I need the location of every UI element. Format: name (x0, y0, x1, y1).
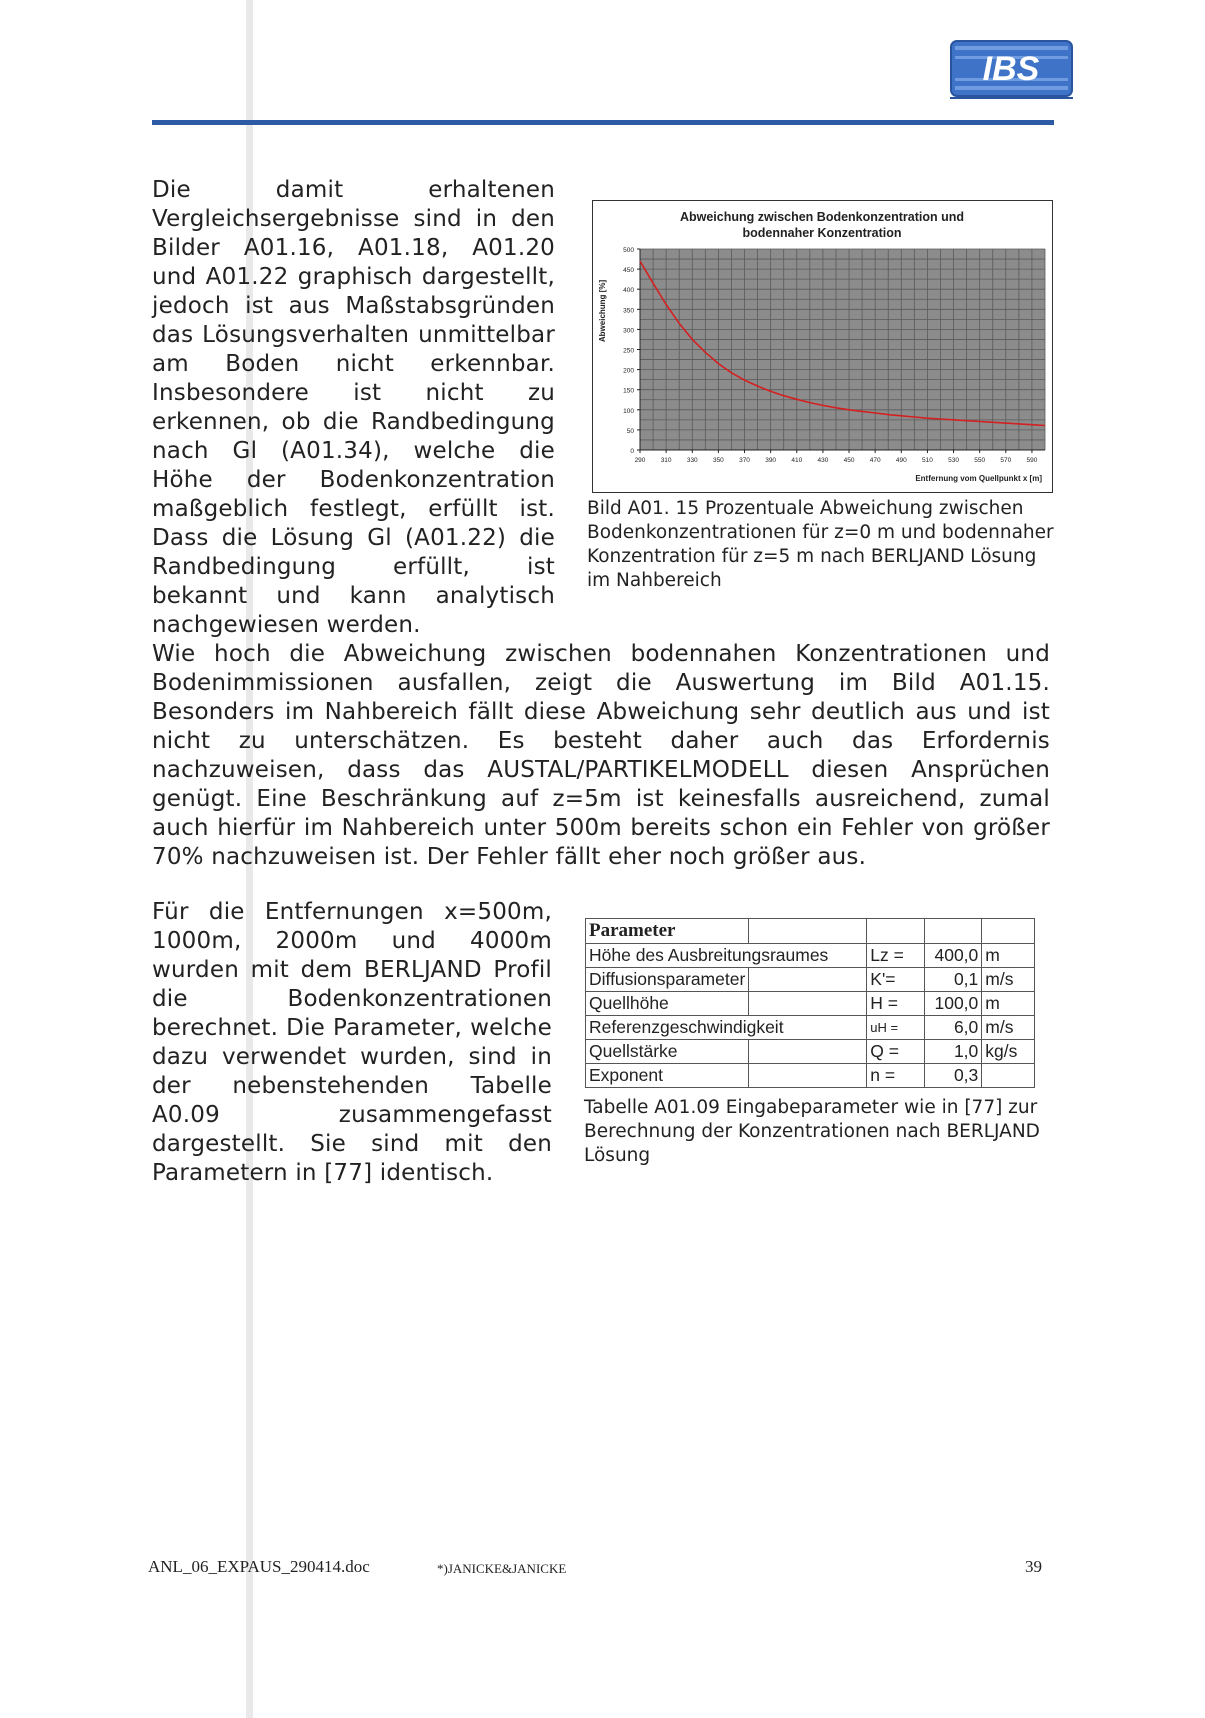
param-symbol: Q = (867, 1040, 925, 1064)
x-tick-label: 410 (791, 457, 803, 464)
param-name: Quellhöhe (586, 992, 749, 1016)
header-rule (152, 120, 1054, 125)
x-tick-label: 510 (921, 457, 933, 464)
footer-filename: ANL_06_EXPAUS_290414.doc (148, 1557, 370, 1576)
param-unit: kg/s (982, 1040, 1035, 1064)
param-value: 0,1 (925, 968, 982, 992)
param-unit: m/s (982, 968, 1035, 992)
param-symbol: Lz = (867, 944, 925, 968)
param-name: Quellstärke (586, 1040, 749, 1064)
x-tick-label: 590 (1026, 457, 1038, 464)
param-value: 100,0 (925, 992, 982, 1016)
table-header-cell: Parameter (586, 919, 749, 944)
paragraph-2: Wie hoch die Abweichung zwischen bodennahen Konzentrationen und Bodenimmissionen ausfallen, zeigt die Auswertung im Bild A01.15. Besonders im Nahbereich fällt diese Abweichung sehr deutlich aus und ist nicht zu unterschätzen. Es besteht daher auch das Erfordernis nachzuweisen, dass das AUSTAL/PARTIKELMODELL diesen Ansprüchen genügt. Eine Beschränkung auf z=5m ist keinesfalls ausreichend, zumal auch hierfür im Nahbereich unter 500m bereits schon ein Fehler von größer 70% nachzuweisen ist. Der Fehler fällt eher noch größer aus. (152, 641, 1050, 870)
chart-x-label: Entfernung vom Quellpunkt x [m] (915, 474, 1042, 483)
logo-text: IBS (982, 50, 1040, 88)
table-row (586, 944, 1035, 968)
footer-copyright: *)JANICKE&JANICKE (437, 1561, 567, 1576)
param-value: 1,0 (925, 1040, 982, 1064)
x-tick-label: 470 (869, 457, 881, 464)
y-tick-label: 300 (623, 327, 634, 335)
x-tick-label: 330 (686, 457, 698, 464)
parameter-table (585, 918, 1035, 1088)
x-tick-label: 450 (843, 457, 855, 464)
y-tick-label: 250 (623, 347, 634, 355)
param-name: Diffusionsparameter (586, 968, 749, 992)
figure-caption: Bild A01. 15 Prozentuale Abweichung zwischen Bodenkonzentrationen für z=0 m und bodennaher Konzentration für z=5 m nach BERLJAND Lösung im Nahbereich (587, 498, 1054, 591)
deviation-chart (593, 201, 1052, 492)
param-name: Höhe des Ausbreitungsraumes (586, 944, 867, 968)
param-unit (982, 1064, 1035, 1088)
x-tick-label: 370 (739, 457, 750, 464)
chart-y-label: Abweichung [%] (598, 279, 607, 343)
x-tick-label: 550 (974, 457, 986, 464)
x-tick-label: 530 (948, 457, 959, 464)
table-header-row (586, 919, 1035, 944)
param-symbol: K'= (867, 968, 925, 992)
x-tick-label: 290 (634, 457, 646, 464)
y-tick-label: 350 (623, 307, 634, 315)
x-tick-label: 490 (895, 457, 907, 464)
paragraph-3: Für die Entfernungen x=500m, 1000m, 2000m und 4000m wurden mit dem BERLJAND Profil die Bodenkonzentrationen berechnet. Die Parameter, welche dazu verwendet wurden, sind in der nebenstehenden Tabelle A0.09 zusammengefasst dargestellt. Sie sind mit den Parametern in [77] identisch. (152, 899, 552, 1186)
param-value: 400,0 (925, 944, 982, 968)
ibs-logo (950, 40, 1073, 100)
paragraph-1: Die damit erhaltenen Vergleichsergebnisse sind in den Bilder A01.16, A01.18, A01.20 und A01.22 graphisch dargestellt, jedoch ist aus Maßstabsgründen das Lösungsverhalten unmittelbar am Boden nicht erkennbar. Insbesondere ist nicht zu erkennen, ob die Randbedingung nach Gl (A01.34), welche die Höhe der Bodenkonzentration maßgeblich festlegt, erfüllt ist. Dass die Lösung Gl (A01.22) die Randbedingung erfüllt, ist bekannt und kann analytisch nachgewiesen werden. (152, 177, 555, 638)
param-unit: m (982, 944, 1035, 968)
table-caption: Tabelle A01.09 Eingabeparameter wie in [77] zur Berechnung der Konzentrationen nach BERLJAND Lösung (584, 1097, 1040, 1166)
table-row (586, 968, 1035, 992)
x-tick-label: 350 (712, 457, 724, 464)
x-tick-label: 310 (660, 457, 672, 464)
y-tick-label: 50 (626, 427, 634, 435)
chart-frame (592, 200, 1053, 493)
x-tick-label: 570 (1000, 457, 1012, 464)
x-tick-label: 430 (817, 457, 829, 464)
table-row (586, 992, 1035, 1016)
y-tick-label: 500 (623, 247, 634, 254)
param-symbol: H = (867, 992, 925, 1016)
chart-title-line2: bodennaher Konzentration (742, 226, 902, 240)
y-tick-label: 400 (623, 287, 634, 295)
y-tick-label: 150 (623, 387, 634, 395)
y-tick-label: 200 (623, 367, 634, 375)
param-value: 0,3 (925, 1064, 982, 1088)
page-number: 39 (1025, 1557, 1042, 1576)
param-symbol: n = (867, 1064, 925, 1088)
y-tick-label: 100 (623, 407, 634, 415)
y-tick-label: 450 (623, 267, 634, 275)
param-unit: m/s (982, 1016, 1035, 1040)
y-tick-label: 0 (630, 448, 634, 455)
param-name: Referenzgeschwindigkeit (586, 1016, 867, 1040)
param-symbol: uH = (867, 1016, 925, 1040)
param-name: Exponent (586, 1064, 749, 1088)
chart-title-line1: Abweichung zwischen Bodenkonzentration und (679, 210, 965, 224)
table-row (586, 1040, 1035, 1064)
param-unit: m (982, 992, 1035, 1016)
table-row (586, 1064, 1035, 1088)
param-value: 6,0 (925, 1016, 982, 1040)
x-tick-label: 390 (765, 457, 777, 464)
table-row (586, 1016, 1035, 1040)
